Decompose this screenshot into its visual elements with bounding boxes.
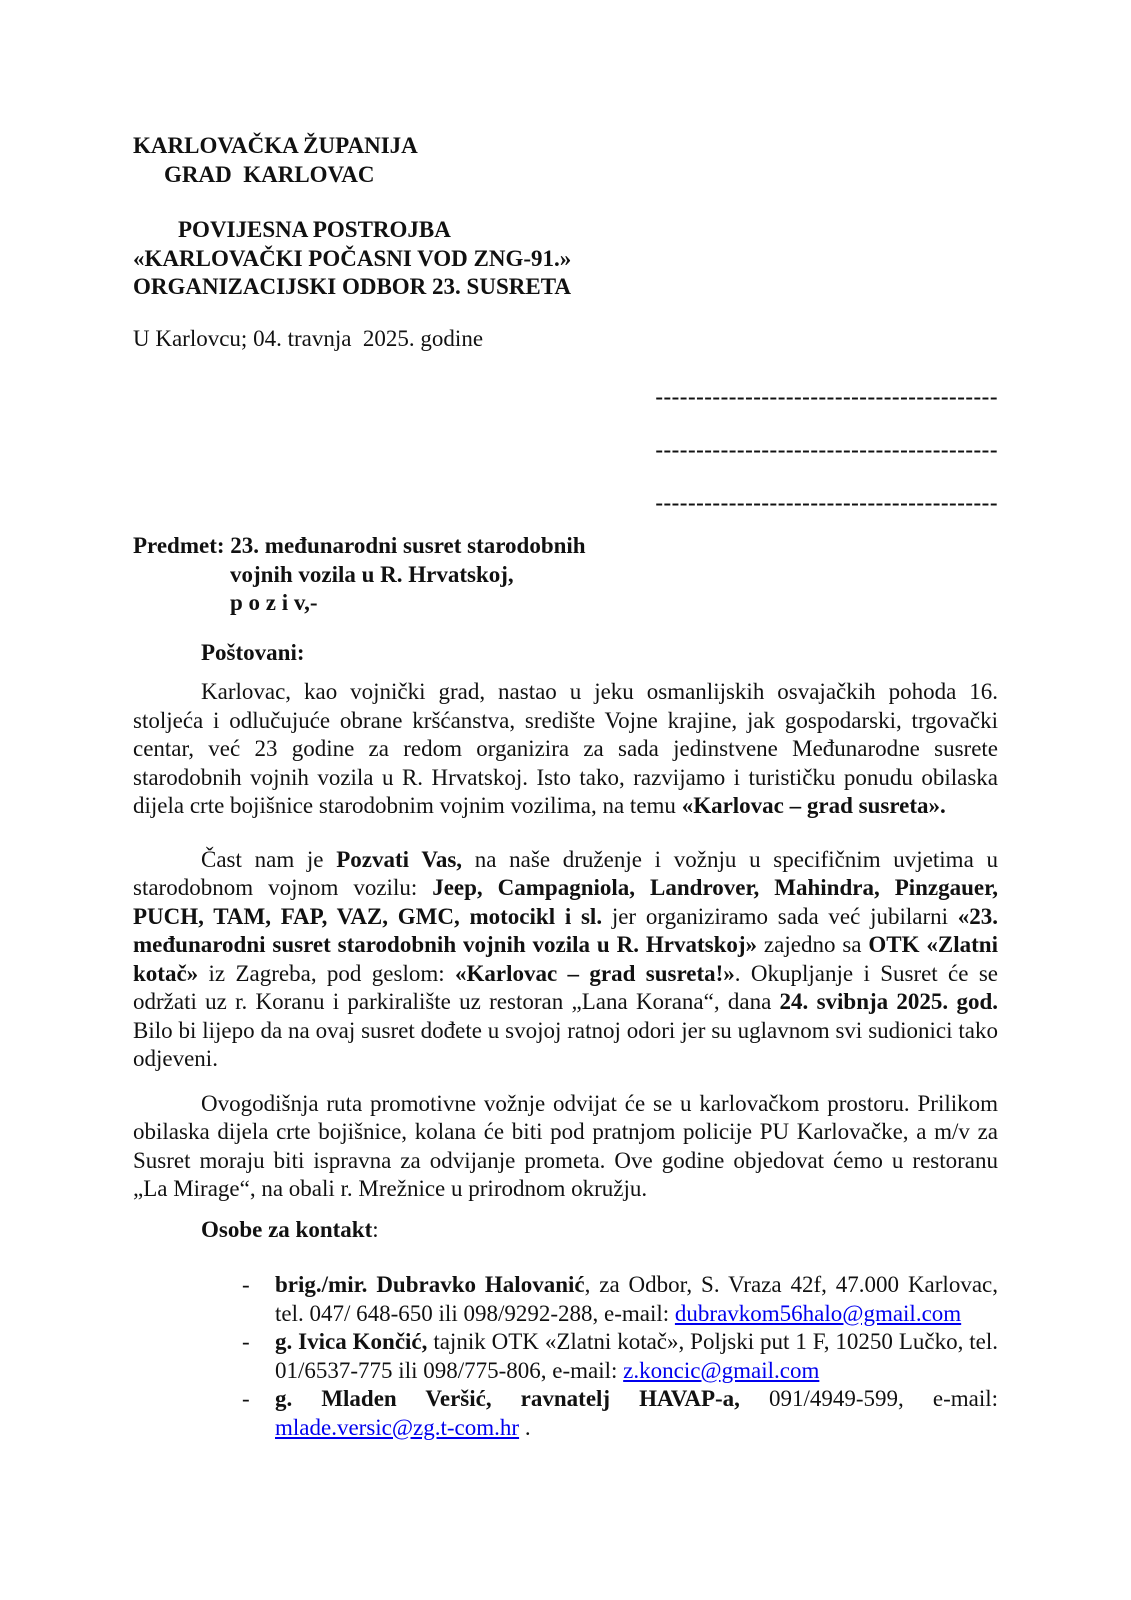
text-run: 091/4949-599, e-mail: [739,1386,999,1411]
body-paragraph-1 [133,678,998,821]
text-run: , za Odbor, S. Vraza 42f, 47.000 Karlovac, tel. 047/ 648-650 ili 098/9292-288, e-mail: [275,1272,998,1326]
contact-item-2-text [275,1329,998,1383]
text-run: Bilo bi lijepo da na ovaj susret dođete u svojoj ratnoj odori jer su uglavnom svi sudionici tako odjeveni. [133,1017,998,1071]
text-run: Karlovac, kao vojnički grad, nastao u jeku osmanlijskih osvajačkih pohoda 16. stoljeća i odlučujuće obrane kršćanstva, središte Vojne krajine, jak gospodarski, trgovački centar, već 23 godine za redom organizira za sada jedinstvene Međunarodne susrete starodobnih vojnih vozila u R. Hrvatskoj. Isto tako, razvijamo i turističku ponudu obilaska dijela crte bojišnice starodobnim vojnim vozilima, na temu [133,679,998,818]
email-link[interactable]: z.koncic@gmail.com [623,1357,820,1383]
text-run: zajedno sa [757,932,869,957]
recipient-line-1: ------------------------------------------ [655,384,998,409]
subject-block [133,532,998,618]
letterhead-city: GRAD KARLOVAC [164,161,375,187]
contact-item-2 [242,1328,998,1385]
contact-list [133,1271,998,1442]
contacts-heading [201,1216,998,1245]
contact-item-3 [242,1385,998,1442]
text-run: jer organiziramo sada već jubilarni [602,903,958,929]
text-run: : [372,1216,379,1242]
list-dash-marker: - [242,1386,250,1411]
text-run: Čast nam je [201,846,337,872]
subject-line-1: Predmet: 23. međunarodni susret starodobnih [133,533,586,558]
text-run: tajnik OTK «Zlatni kotač», Poljski put 1 F, 10250 Lučko, tel. 01/6537-775 ili 098/775-806, e-mail: [275,1329,998,1383]
recipient-line-2: ------------------------------------------ [655,437,998,462]
text-run: Ovogodišnja ruta promotivne vožnje odvijat će se u karlovačkom prostoru. Prilikom obilaska dijela crte bojišnice, kolana će biti pod pratnjom policije PU Karlovačke, a m/v za Susret moraju biti ispravna za odvijanje prometa. Ove godine objedovat ćemo u restoranu „La Mirage“, na obali r. Mrežnice u prirodnom okružju. [133,1090,998,1201]
contact-item-1-text [275,1272,998,1326]
recipient-fill-in-lines [133,383,998,518]
letterhead-county: KARLOVAČKA ŽUPANIJA [133,133,418,158]
body-paragraph-3 [133,1090,998,1204]
text-run: Pozvati Vas, [336,846,463,872]
letterhead-unit-line3: ORGANIZACIJSKI ODBOR 23. SUSRETA [133,274,571,299]
text-run: «23. međunarodni susret starodobnih vojnih vozila u R. Hrvatskoj» [133,903,999,957]
subject-line-2: vojnih vozila u R. Hrvatskoj, [230,561,514,587]
text-run: «Karlovac – grad susreta». [681,793,946,818]
contact-item-1 [242,1271,998,1328]
recipient-line-3: ------------------------------------------ [655,490,998,515]
letterhead-unit-line1: POVIJESNA POSTROJBA [178,217,451,242]
salutation: Poštovani: [201,639,305,665]
text-run: 24. svibnja 2025. god. [779,989,998,1014]
text-run: «Karlovac – grad susreta!» [454,960,735,986]
text-run: g. Mladen Veršić, ravnatelj HAVAP-a, [275,1386,740,1411]
email-link[interactable]: dubravkom56halo@gmail.com [674,1300,962,1326]
text-run: . Okupljanje i Susret će se održati uz r. Koranu i parkiralište uz restoran „Lana Korana“, dana [133,960,998,1014]
email-link[interactable]: mlade.versic@zg.t-com.hr [275,1414,520,1440]
text-run: brig./mir. Dubravko Halovanić [275,1272,585,1297]
text-run: g. Ivica Končić, [275,1329,428,1354]
text-run: Jeep, Campagniola, Landrover, Mahindra, Pinzgauer, PUCH, TAM, FAP, VAZ, GMC, motocikl i sl. [133,875,998,929]
contact-item-3-text [275,1386,998,1440]
letterhead-unit [133,216,998,302]
place-date-line: U Karlovcu; 04. travnja 2025. godine [133,325,484,351]
subject-line-3: p o z i v,- [230,590,318,615]
body-paragraph-2 [133,846,998,1074]
letterhead-authority [133,132,998,189]
text-run: . [519,1414,531,1440]
list-dash-marker: - [242,1272,250,1297]
text-run: OTK «Zlatni kotač» [133,932,998,986]
text-run: Osobe za kontakt [201,1216,373,1242]
letterhead-unit-line2: «KARLOVAČKI POČASNI VOD ZNG-91.» [133,245,572,271]
list-dash-marker: - [242,1329,250,1354]
text-run: iz Zagreba, pod geslom: [198,960,455,986]
text-run: na naše druženje i vožnju u specifičnim uvjetima u starodobnom vojnom vozilu: [133,846,998,900]
